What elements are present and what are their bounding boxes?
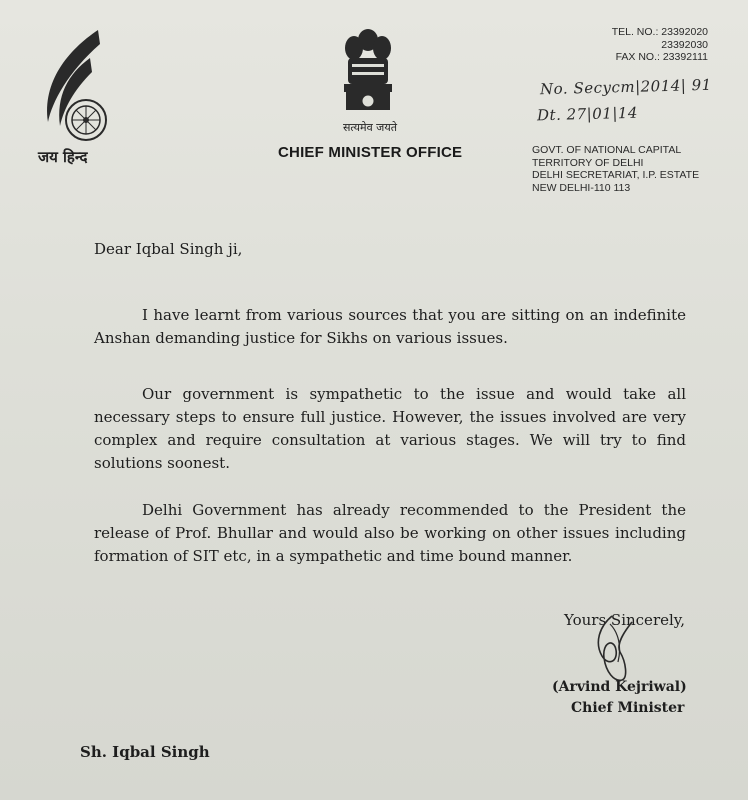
reference-date: Dt. 27|01|14 bbox=[536, 103, 639, 125]
fax-line: FAX NO.: 23392111 bbox=[615, 51, 708, 63]
signatory-title: Chief Minister bbox=[571, 700, 685, 716]
address-block bbox=[532, 144, 699, 194]
office-title: CHIEF MINISTER OFFICE bbox=[278, 144, 463, 161]
closing: Yours Sincerely, bbox=[564, 611, 686, 629]
address-line-3: DELHI SECRETARIAT, I.P. ESTATE bbox=[532, 169, 700, 181]
logo-caption: जय हिन्द bbox=[38, 148, 88, 166]
salutation: Dear Iqbal Singh ji, bbox=[94, 240, 243, 258]
paragraph-1: I have learnt from various sources that you are sitting on an indefinite Anshan demanding justice for Sikhs on various issues. bbox=[94, 306, 686, 347]
tel-line-2: 23392030 bbox=[661, 38, 708, 51]
emblem-motto: सत्यमेव जयते bbox=[342, 121, 397, 134]
paragraph-3: Delhi Government has already recommended to the President the release of Prof. Bhullar and would also be working on other issues including formation of SIT etc, in a sympathetic and time bound manner. bbox=[94, 501, 686, 565]
paragraph-2: Our government is sympathetic to the issue and would take all necessary steps to ensure full justice. However, the issues involved are very complex and require consultation at various stages. We will try to find solutions soonest. bbox=[94, 385, 686, 472]
signature-icon bbox=[582, 612, 642, 687]
reference-number: No. Secycm|2014| 91 bbox=[539, 75, 712, 99]
address-line-1: GOVT. OF NATIONAL CAPITAL bbox=[532, 144, 682, 156]
address-line-2: TERRITORY OF DELHI bbox=[532, 156, 644, 169]
signatory-name: (Arvind Kejriwal) bbox=[552, 679, 687, 695]
tel-line: TEL. NO.: 23392020 bbox=[611, 26, 708, 38]
address-line-4: NEW DELHI-110 113 bbox=[532, 181, 631, 194]
contact-block bbox=[612, 26, 708, 64]
state-emblem-icon bbox=[338, 24, 398, 116]
jai-hind-logo-icon bbox=[28, 22, 128, 142]
recipient: Sh. Iqbal Singh bbox=[80, 743, 210, 761]
